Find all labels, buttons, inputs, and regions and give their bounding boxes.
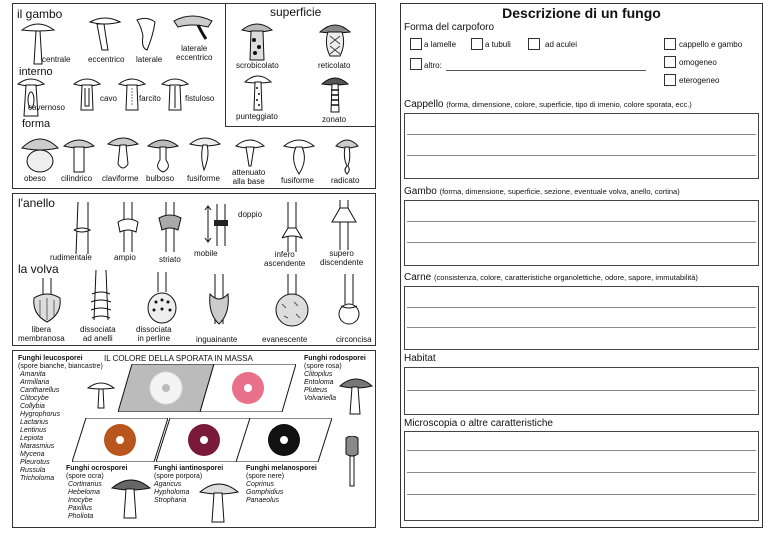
genus-item: Amanita: [20, 371, 46, 378]
option-cappello-e-gambo: cappello e gambo: [679, 40, 743, 49]
forma-attenuato-illustration: [234, 136, 266, 170]
genus-item: Volvariella: [304, 395, 337, 402]
habitat-title: Habitat: [404, 353, 436, 364]
superficie-scrobicolato-illustration: [240, 20, 274, 62]
checkbox-eterogeneo[interactable]: [664, 74, 676, 86]
option-eterogeneo: eterogeneo: [679, 76, 720, 85]
anello-infero-illustration: [278, 202, 306, 252]
genus-item: Lentinus: [20, 427, 47, 434]
anello-label-2: striato: [159, 255, 181, 264]
volva-perline-illustration: [146, 272, 178, 324]
gambo-field-title: Gambo (forma, dimensione, superficie, sezione, eventuale volva, anello, cortina): [404, 186, 680, 197]
genus-item: Stropharia: [154, 497, 187, 504]
carne-field[interactable]: [404, 286, 759, 350]
spore-plate-black: [236, 418, 332, 462]
superficie-label-3: zonato: [322, 115, 347, 124]
forma-title: forma: [22, 118, 51, 130]
volva-label-3: inguainante: [196, 335, 238, 344]
genus-item: Russula: [20, 467, 46, 474]
genus-item: Clitocybe: [20, 395, 49, 402]
checkbox-a-tubuli[interactable]: [471, 38, 483, 50]
microscopia-title: Microscopia o altre caratteristiche: [404, 418, 553, 429]
gambo-label-1: eccentrico: [88, 55, 125, 64]
anello-ampio-illustration: [114, 202, 142, 252]
leucosporei-genera: [20, 371, 60, 483]
genus-item: Panaeolus: [246, 497, 280, 504]
option-a-lamelle: a lamelle: [424, 40, 457, 49]
checkbox-cappello-e-gambo[interactable]: [664, 38, 676, 50]
gambo-laterale-eccentrico-illustration: [172, 13, 214, 45]
genus-item: Entoloma: [304, 379, 334, 386]
forma-radicato-illustration: [334, 136, 360, 176]
volva-label-1: dissociata ad anelli: [80, 325, 116, 343]
sporata-mushroom-5: [198, 480, 240, 524]
superficie-reticolato-illustration: [318, 20, 352, 60]
genus-item: Pluteus: [304, 387, 328, 394]
genus-item: Hebeloma: [68, 489, 100, 496]
genus-item: Inocybe: [68, 497, 93, 504]
habitat-field[interactable]: [404, 367, 759, 415]
genus-item: Mycena: [20, 451, 45, 458]
sporata-mushroom-1: [86, 380, 116, 410]
ocrosporei-genera: [68, 481, 102, 521]
genus-item: Cantharellus: [20, 387, 60, 394]
superficie-label-1: reticolato: [318, 61, 351, 70]
rodosporei-sub: (spore rosa): [304, 363, 342, 370]
melanosporei-title: Funghi melanosporei: [246, 465, 317, 472]
forma-fusiforme-illustration: [188, 134, 222, 174]
anello-label-3: mobile: [194, 249, 218, 258]
genus-item: Lepiota: [20, 435, 43, 442]
rodosporei-genera: [304, 371, 336, 403]
sporata-mushroom-4: [110, 476, 152, 520]
genus-item: Cortinarius: [68, 481, 102, 488]
anello-supero-illustration: [328, 200, 360, 250]
gambo-title: il gambo: [17, 7, 63, 21]
carpoforo-title: Forma del carpoforo: [404, 22, 495, 33]
interno-label-2: farcito: [139, 94, 161, 103]
anello-mobile-illustration: [200, 202, 236, 248]
gambo-laterale-illustration: [135, 16, 157, 56]
genus-item: Gomphidius: [246, 489, 284, 496]
forma-claviforme-illustration: [106, 134, 140, 174]
option-ad-aculei: ad aculei: [545, 40, 578, 49]
interno-cavo-illustration: [72, 76, 102, 112]
checkbox-ad-aculei[interactable]: [528, 38, 540, 50]
anello-label-5: infero ascendente: [264, 250, 306, 268]
option-a-tubuli: a tubuli: [485, 40, 511, 49]
genus-item: Collybia: [20, 403, 45, 410]
ocrosporei-sub: (spore ocra): [66, 473, 104, 480]
volva-label-4: evanescente: [262, 335, 308, 344]
altro-input-line[interactable]: [446, 70, 646, 71]
forma-label-2: claviforme: [102, 174, 139, 183]
superficie-punteggiato-illustration: [243, 72, 273, 112]
genus-item: Tricholoma: [20, 475, 55, 482]
forma-cilindrico-illustration: [62, 136, 96, 174]
superficie-title: superficie: [270, 5, 322, 19]
volva-circoncisa-illustration: [334, 274, 364, 326]
genus-item: Clitopilus: [304, 371, 333, 378]
forma-fusiforme2-illustration: [282, 136, 316, 176]
genus-item: Armillaria: [20, 379, 50, 386]
carne-title: Carne (consistenza, colore, caratteristiche organolettiche, odore, sapore, immutabilità): [404, 272, 698, 283]
gambo-eccentrico-illustration: [88, 16, 122, 56]
sporata-title: IL COLORE DELLA SPORATA IN MASSA: [104, 354, 253, 363]
interno-label-1: cavo: [100, 94, 117, 103]
volva-evanescente-illustration: [272, 274, 312, 328]
genus-item: Marasmius: [20, 443, 55, 450]
volva-label-0: libera membranosa: [18, 325, 65, 343]
melanosporei-sub: (spore nere): [246, 473, 285, 480]
cappello-field[interactable]: [404, 113, 759, 179]
forma-label-4: fusiforme: [187, 174, 220, 183]
anello-label-4: doppio: [238, 210, 263, 219]
anello-label-6: supero discendente: [320, 249, 364, 267]
iantinosporei-title: Funghi iantinosporei: [154, 465, 224, 472]
rodosporei-title: Funghi rodosporei: [304, 355, 366, 362]
interno-title: interno: [19, 66, 53, 78]
iantinosporei-genera: [154, 481, 189, 505]
genus-item: Paxillus: [68, 505, 93, 512]
genus-item: Pholiota: [68, 513, 94, 520]
forma-label-0: obeso: [24, 174, 46, 183]
volva-label-2: dissociata in perline: [136, 325, 172, 343]
anello-title: l'anello: [18, 196, 55, 210]
volva-inguainante-illustration: [204, 274, 234, 326]
anello-label-1: ampio: [114, 253, 136, 262]
genus-item: Coprinus: [246, 481, 275, 488]
gambo-label-2: laterale: [136, 55, 163, 64]
gambo-label-3: laterale eccentrico: [176, 44, 213, 62]
leucosporei-sub: (spore bianche, biancastre): [18, 363, 103, 370]
superficie-zonato-illustration: [320, 74, 350, 114]
cappello-title: Cappello (forma, dimensione, colore, superficie, tipo di imenio, colore sporata, ecc.): [404, 99, 692, 110]
forma-label-3: bulboso: [146, 174, 175, 183]
melanosporei-genera: [246, 481, 283, 505]
forma-obeso-illustration: [20, 134, 60, 174]
volva-anelli-illustration: [86, 270, 116, 324]
interno-label-0: cavernoso: [28, 103, 65, 112]
sporata-mushroom-3: [342, 436, 362, 488]
checkbox-omogeneo[interactable]: [664, 56, 676, 68]
iantinosporei-sub: (spore porpora): [154, 473, 203, 480]
forma-label-1: cilindrico: [61, 174, 93, 183]
leucosporei-title: Funghi leucosporei: [18, 355, 83, 362]
option-omogeneo: omogeneo: [679, 58, 717, 67]
genus-item: Lactarius: [20, 419, 49, 426]
forma-label-7: radicato: [331, 176, 360, 185]
microscopia-field[interactable]: [404, 431, 759, 521]
form-title: Descrizione di un fungo: [502, 5, 661, 21]
checkbox-a-lamelle[interactable]: [410, 38, 422, 50]
genus-item: Pleurotus: [20, 459, 50, 466]
forma-label-5: attenuato alla base: [232, 168, 266, 186]
superficie-label-0: scrobicolato: [236, 61, 279, 70]
genus-item: Agaricus: [154, 481, 182, 488]
anello-rudimentale-illustration: [64, 202, 100, 254]
volva-title: la volva: [18, 262, 59, 276]
forma-label-6: fusiforme: [281, 176, 314, 185]
sporata-mushroom-2: [338, 374, 374, 416]
spore-plate-pink: [200, 364, 296, 412]
gambo-field[interactable]: [404, 200, 759, 266]
gambo-label-0: centrale: [42, 55, 71, 64]
genus-item: Hypholoma: [154, 489, 190, 496]
superficie-label-2: punteggiato: [236, 112, 278, 121]
forma-bulboso-illustration: [146, 136, 180, 174]
volva-libera-illustration: [30, 278, 64, 324]
anello-label-0: rudimentale: [50, 253, 92, 262]
genus-item: Hygrophorus: [20, 411, 61, 418]
ocrosporei-title: Funghi ocrosporei: [66, 465, 128, 472]
anello-striato-illustration: [156, 202, 184, 252]
option-altro: altro:: [424, 61, 442, 70]
checkbox-altro[interactable]: [410, 58, 422, 70]
volva-label-5: circoncisa: [336, 335, 372, 344]
interno-label-3: fistuloso: [185, 94, 215, 103]
spore-plate-ochre: [72, 418, 168, 462]
